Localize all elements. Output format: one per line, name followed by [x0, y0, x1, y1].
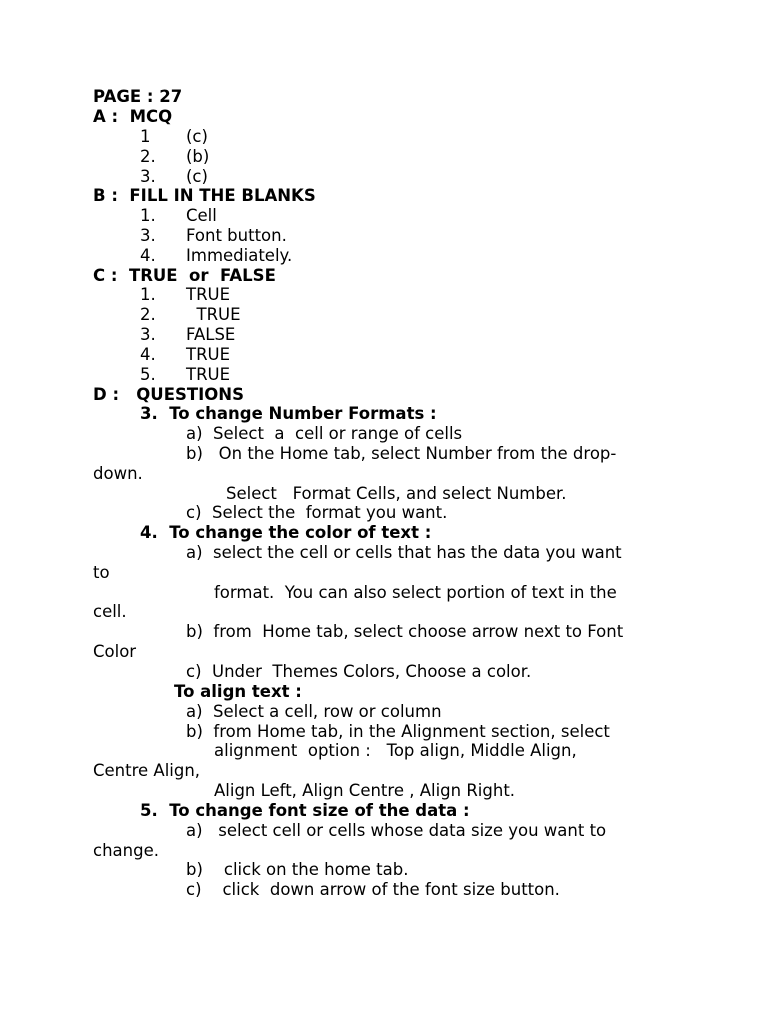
true-false-answer	[140, 285, 230, 305]
question-3-title: 3. To change Number Formats :	[140, 404, 437, 423]
align-text-step-b-cont: alignment option : Top align, Middle Align,	[214, 741, 577, 760]
answer-number: 4.	[140, 246, 156, 265]
align-text-step-b-cont-2: Align Left, Align Centre , Align Right.	[214, 781, 516, 800]
true-false-answer	[140, 305, 241, 325]
answer-number: 3.	[140, 325, 156, 344]
question-3-step-b-wrap: down.	[93, 464, 143, 483]
answer-number: 4.	[140, 345, 156, 364]
align-text-step-b: b) from Home tab, in the Alignment section, select	[186, 722, 610, 741]
answer-number: 5.	[140, 365, 156, 384]
question-5-step-a-wrap: change.	[93, 841, 159, 860]
answer-text: FALSE	[186, 325, 236, 344]
question-4-step-a-wrap: to	[93, 563, 110, 582]
answer-text: Font button.	[186, 226, 287, 245]
fill-blank-answer	[140, 246, 292, 266]
page-label: PAGE : 27	[93, 87, 183, 106]
question-3-step-c: c) Select the format you want.	[186, 503, 448, 522]
answer-text: Immediately.	[186, 246, 293, 265]
true-false-answer	[140, 325, 235, 345]
fill-blank-answer	[140, 226, 287, 246]
answer-text: (c)	[186, 167, 208, 186]
section-b-heading: B : FILL IN THE BLANKS	[93, 186, 316, 205]
true-false-answer	[140, 365, 230, 385]
answer-text: (b)	[186, 147, 210, 166]
question-4-step-a-cont: format. You can also select portion of text in the	[214, 583, 617, 602]
fill-blank-answer	[140, 206, 217, 226]
answer-text: TRUE	[186, 305, 241, 324]
answer-text: Cell	[186, 206, 217, 225]
answer-number: 3.	[140, 226, 156, 245]
align-text-step-b-wrap: Centre Align,	[93, 761, 201, 780]
answer-number: 2.	[140, 305, 156, 324]
question-4-step-b: b) from Home tab, select choose arrow next to Font	[186, 622, 624, 641]
answer-number: 3.	[140, 167, 156, 186]
question-4-step-c: c) Under Themes Colors, Choose a color.	[186, 662, 532, 681]
align-text-title: To align text :	[174, 682, 302, 701]
answer-text: TRUE	[186, 365, 231, 384]
mcq-answer	[140, 147, 209, 167]
answer-text: TRUE	[186, 345, 231, 364]
question-4-step-a-wrap-2: cell.	[93, 602, 127, 621]
mcq-answer	[140, 127, 208, 147]
question-4-step-b-wrap: Color	[93, 642, 137, 661]
question-4-step-a: a) select the cell or cells that has the data you want	[186, 543, 622, 562]
section-d-heading: D : QUESTIONS	[93, 385, 244, 404]
section-a-heading: A : MCQ	[93, 107, 173, 126]
answer-number: 2.	[140, 147, 156, 166]
answer-number: 1	[140, 127, 151, 146]
question-5-step-b: b) click on the home tab.	[186, 860, 409, 879]
question-3-step-a: a) Select a cell or range of cells	[186, 424, 463, 443]
true-false-answer	[140, 345, 230, 365]
question-5-step-a: a) select cell or cells whose data size you want to	[186, 821, 607, 840]
answer-number: 1.	[140, 206, 156, 225]
align-text-step-a: a) Select a cell, row or column	[186, 702, 442, 721]
question-5-title: 5. To change font size of the data :	[140, 801, 470, 820]
question-3-step-b-cont: Select Format Cells, and select Number.	[226, 484, 567, 503]
answer-text: (c)	[186, 127, 208, 146]
question-3-step-b: b) On the Home tab, select Number from the drop-	[186, 444, 617, 463]
answer-text: TRUE	[186, 285, 231, 304]
answer-number: 1.	[140, 285, 156, 304]
question-4-title: 4. To change the color of text :	[140, 523, 432, 542]
question-5-step-c: c) click down arrow of the font size button.	[186, 880, 560, 899]
mcq-answer	[140, 167, 208, 187]
section-c-heading: C : TRUE or FALSE	[93, 266, 276, 285]
